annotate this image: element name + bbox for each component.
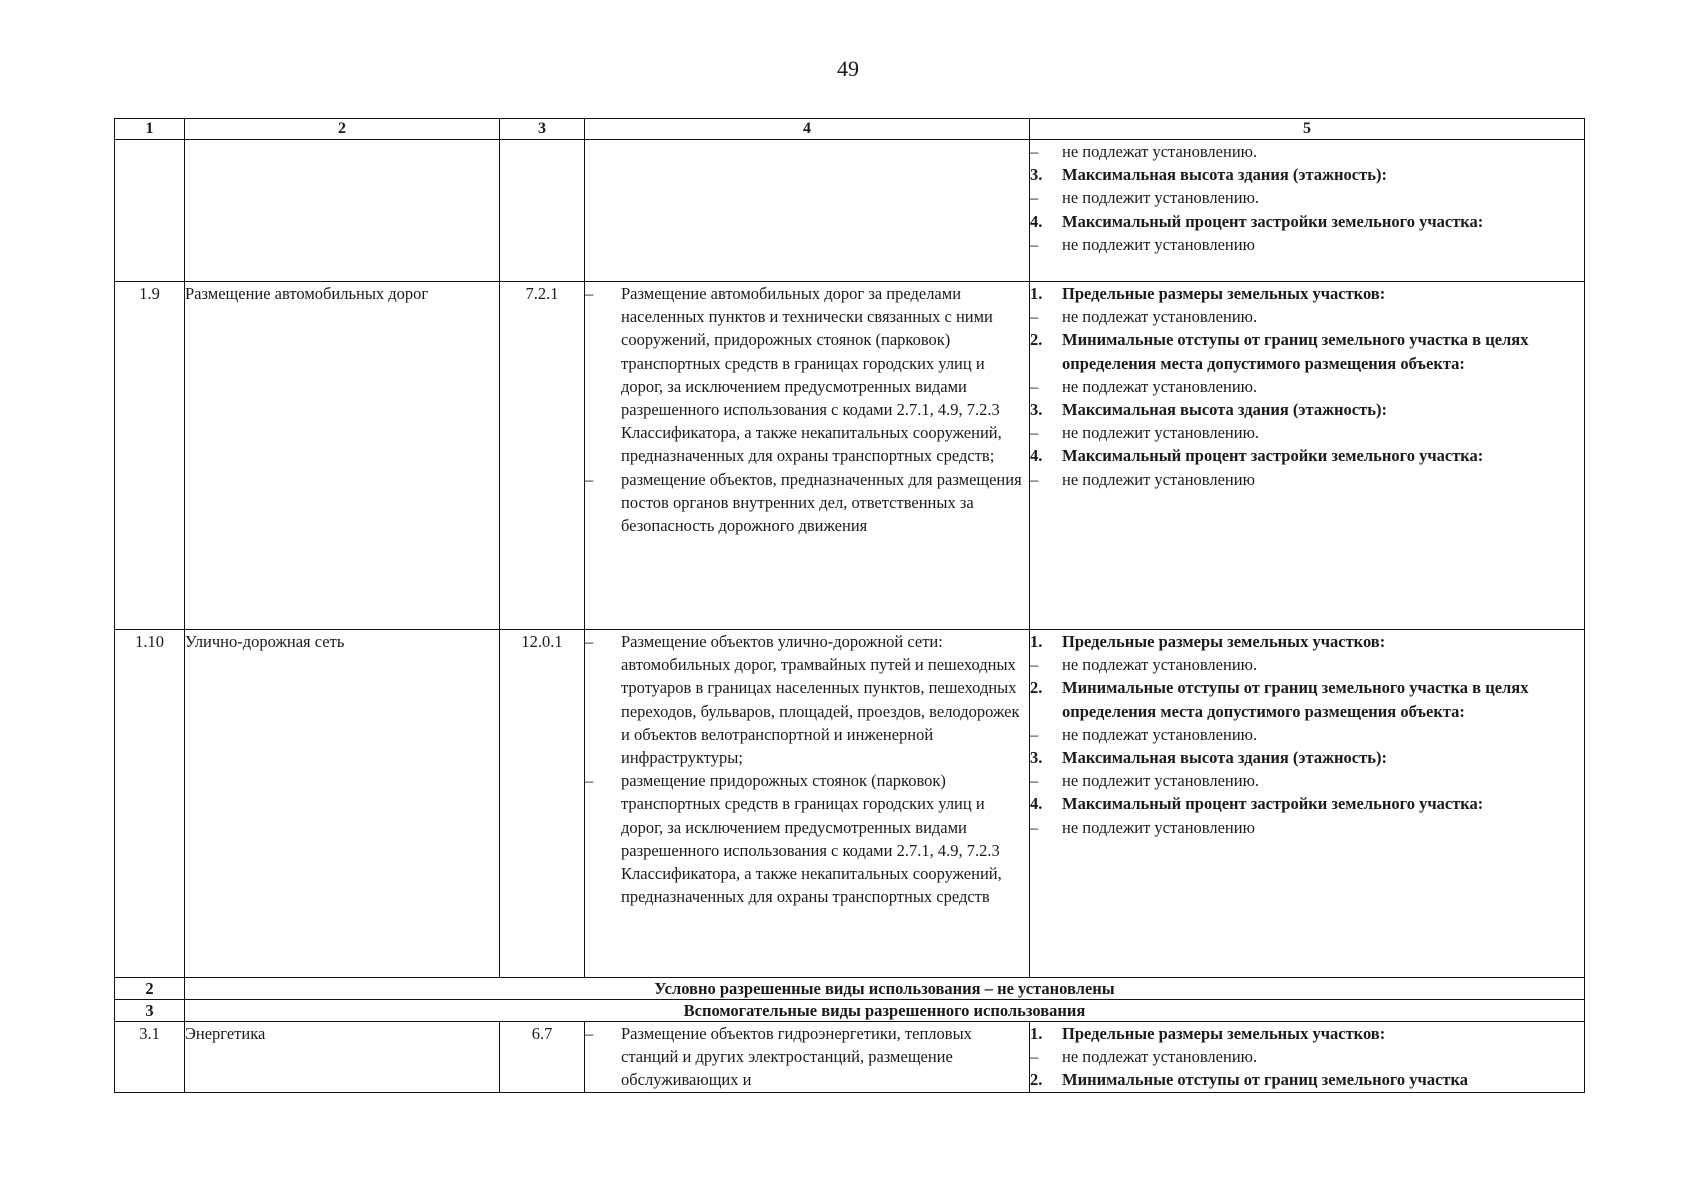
description-item (585, 1022, 1029, 1092)
description-text: Размещение объектов гидроэнергетики, тепловых станций и других электростанций, размещение обслуживающих и (621, 1024, 972, 1090)
dash-marker: – (1030, 142, 1039, 161)
table-row (115, 630, 1585, 978)
dash-marker: – (1030, 771, 1039, 791)
dash-marker: – (1030, 817, 1039, 837)
table-row (115, 1022, 1585, 1093)
parameter-heading (1030, 676, 1584, 722)
params-cell (1030, 140, 1585, 282)
parameter-text: Предельные размеры земельных участков: (1062, 284, 1386, 303)
dash-marker: – (1030, 724, 1039, 744)
parameter-text: Максимальная высота здания (этажность): (1062, 400, 1387, 420)
description-text: Размещение автомобильных дорог за пределами населенных пунктов и технически связанных с ними сооружений, придорожных стоянок (парковок) транспортных средств в границах городских улиц и дорог, за исключением предусмотренных видами разрешенного использования с кодами 2.7.1, 4.9, 7.2.3 Классификатора, а также некапитальных сооружений, предназначенных для охраны транспортных средств; (621, 284, 1002, 466)
section-number: 2 (115, 978, 185, 1000)
description-item (585, 630, 1029, 769)
use-type-code: 6.7 (500, 1022, 585, 1093)
dash-marker: – (1030, 469, 1039, 489)
dash-marker: – (1030, 188, 1039, 208)
description-item (585, 468, 1029, 538)
parameter-heading (1030, 163, 1584, 186)
parameter-heading (1030, 1022, 1584, 1045)
parameter-heading (1030, 1068, 1584, 1091)
parameter-heading (1030, 210, 1584, 233)
section-title: Условно разрешенные виды использования – не установлены (185, 978, 1585, 1000)
params-cell (1030, 630, 1585, 978)
parameter-text: не подлежат установлению. (1062, 307, 1258, 327)
list-number: 1. (1030, 284, 1043, 303)
cell-empty (115, 140, 185, 282)
list-number: 3. (1030, 748, 1043, 768)
parameter-text: не подлежат установлению. (1062, 724, 1258, 744)
parameter-value (1030, 769, 1584, 792)
parameter-text: Минимальные отступы от границ земельного участка в целях определения места допустимого размещения объекта: (1062, 330, 1529, 373)
table-header-row (115, 119, 1585, 140)
parameter-text: Максимальный процент застройки земельного участка: (1062, 446, 1484, 466)
dash-marker: – (1030, 655, 1039, 675)
parameter-text: не подлежат установлению. (1062, 655, 1258, 675)
parameter-value (1030, 421, 1584, 444)
section-row-auxiliary (115, 1000, 1585, 1022)
description-text: размещение придорожных стоянок (парковок) транспортных средств в границах городских улиц и дорог, за исключением предусмотренных видами разрешенного использования с кодами 2.7.1, 4.9, 7.2.3 Классификатора, а также некапитальных сооружений, предназначенных для охраны транспортных средств (621, 771, 1002, 907)
parameter-text: Максимальная высота здания (этажность): (1062, 748, 1387, 768)
parameter-value (1030, 816, 1584, 839)
dash-marker: – (585, 1024, 594, 1043)
parameter-value (1030, 375, 1584, 398)
list-number: 3. (1030, 165, 1043, 185)
parameter-heading (1030, 792, 1584, 815)
use-type-code: 7.2.1 (500, 282, 585, 630)
parameter-text: не подлежит установлению. (1062, 771, 1260, 791)
description-cell (585, 630, 1030, 978)
land-use-table (114, 118, 1585, 1093)
parameter-text: Минимальные отступы от границ земельного участка (1062, 1070, 1469, 1090)
parameter-text: Предельные размеры земельных участков: (1062, 632, 1386, 651)
parameter-value (1030, 305, 1584, 328)
parameter-value (1030, 140, 1584, 163)
list-number: 1. (1030, 1024, 1043, 1043)
parameter-text: не подлежит установлению. (1062, 423, 1260, 443)
table-row (115, 282, 1585, 630)
parameter-text: Минимальные отступы от границ земельного участка в целях определения места допустимого размещения объекта: (1062, 678, 1529, 721)
page-number: 49 (837, 56, 859, 81)
parameter-text: не подлежат установлению. (1062, 376, 1258, 396)
list-number: 2. (1030, 1070, 1043, 1090)
dash-marker: – (585, 469, 594, 489)
parameter-text: не подлежит установлению (1062, 469, 1255, 489)
dash-marker: – (585, 632, 594, 651)
parameter-text: не подлежит установлению. (1062, 188, 1260, 208)
table-row-continuation (115, 140, 1585, 282)
description-item (585, 769, 1029, 908)
parameter-value (1030, 653, 1584, 676)
list-number: 2. (1030, 678, 1043, 698)
parameter-heading (1030, 398, 1584, 421)
row-number: 1.9 (115, 282, 185, 630)
parameter-text: не подлежат установлению. (1062, 142, 1258, 161)
parameter-value (1030, 468, 1584, 491)
row-number: 3.1 (115, 1022, 185, 1093)
list-number: 2. (1030, 330, 1043, 350)
description-cell (585, 1022, 1030, 1093)
dash-marker: – (1030, 376, 1039, 396)
description-text: Размещение объектов улично-дорожной сети: автомобильных дорог, трамвайных путей и пешеходных тротуаров в границах населенных пунктов, пешеходных переходов, бульваров, площадей, проездов, велодорожек и объектов велотранспортной и инженерной инфраструктуры; (621, 632, 1020, 768)
dash-marker: – (1030, 1047, 1039, 1067)
description-item (585, 282, 1029, 468)
parameter-heading (1030, 630, 1584, 653)
use-type-name: Улично-дорожная сеть (185, 630, 500, 978)
row-number: 1.10 (115, 630, 185, 978)
description-text: размещение объектов, предназначенных для размещения постов органов внутренних дел, ответственных за безопасность дорожного движения (621, 469, 1022, 536)
cell-empty (500, 140, 585, 282)
dash-marker: – (1030, 423, 1039, 443)
column-header-1: 1 (115, 119, 185, 140)
dash-marker: – (585, 284, 594, 303)
params-cell (1030, 1022, 1585, 1093)
section-number: 3 (115, 1000, 185, 1022)
description-cell (585, 282, 1030, 630)
list-number: 4. (1030, 794, 1043, 814)
section-row-conditional (115, 978, 1585, 1000)
list-number: 1. (1030, 632, 1043, 651)
list-number: 3. (1030, 400, 1043, 420)
use-type-name: Размещение автомобильных дорог (185, 282, 500, 630)
parameter-text: Максимальный процент застройки земельного участка: (1062, 211, 1484, 231)
parameter-text: не подлежит установлению (1062, 817, 1255, 837)
cell-empty (585, 140, 1030, 282)
parameter-text: не подлежит установлению (1062, 234, 1255, 254)
use-type-code: 12.0.1 (500, 630, 585, 978)
dash-marker: – (585, 771, 594, 791)
column-header-4: 4 (585, 119, 1030, 140)
parameter-text: не подлежат установлению. (1062, 1047, 1258, 1067)
parameter-heading (1030, 746, 1584, 769)
parameter-text: Максимальный процент застройки земельного участка: (1062, 794, 1484, 814)
parameter-heading (1030, 444, 1584, 467)
parameter-text: Предельные размеры земельных участков: (1062, 1024, 1386, 1043)
list-number: 4. (1030, 211, 1043, 231)
cell-empty (185, 140, 500, 282)
parameter-value (1030, 1045, 1584, 1068)
column-header-2: 2 (185, 119, 500, 140)
parameter-value (1030, 233, 1584, 256)
use-type-name: Энергетика (185, 1022, 500, 1093)
list-number: 4. (1030, 446, 1043, 466)
dash-marker: – (1030, 234, 1039, 254)
parameter-heading (1030, 282, 1584, 305)
section-title: Вспомогательные виды разрешенного использования (185, 1000, 1585, 1022)
parameter-heading (1030, 328, 1584, 374)
parameter-value (1030, 723, 1584, 746)
params-cell (1030, 282, 1585, 630)
parameter-text: Максимальная высота здания (этажность): (1062, 165, 1387, 185)
column-header-3: 3 (500, 119, 585, 140)
dash-marker: – (1030, 307, 1039, 327)
parameter-value (1030, 186, 1584, 209)
column-header-5: 5 (1030, 119, 1585, 140)
